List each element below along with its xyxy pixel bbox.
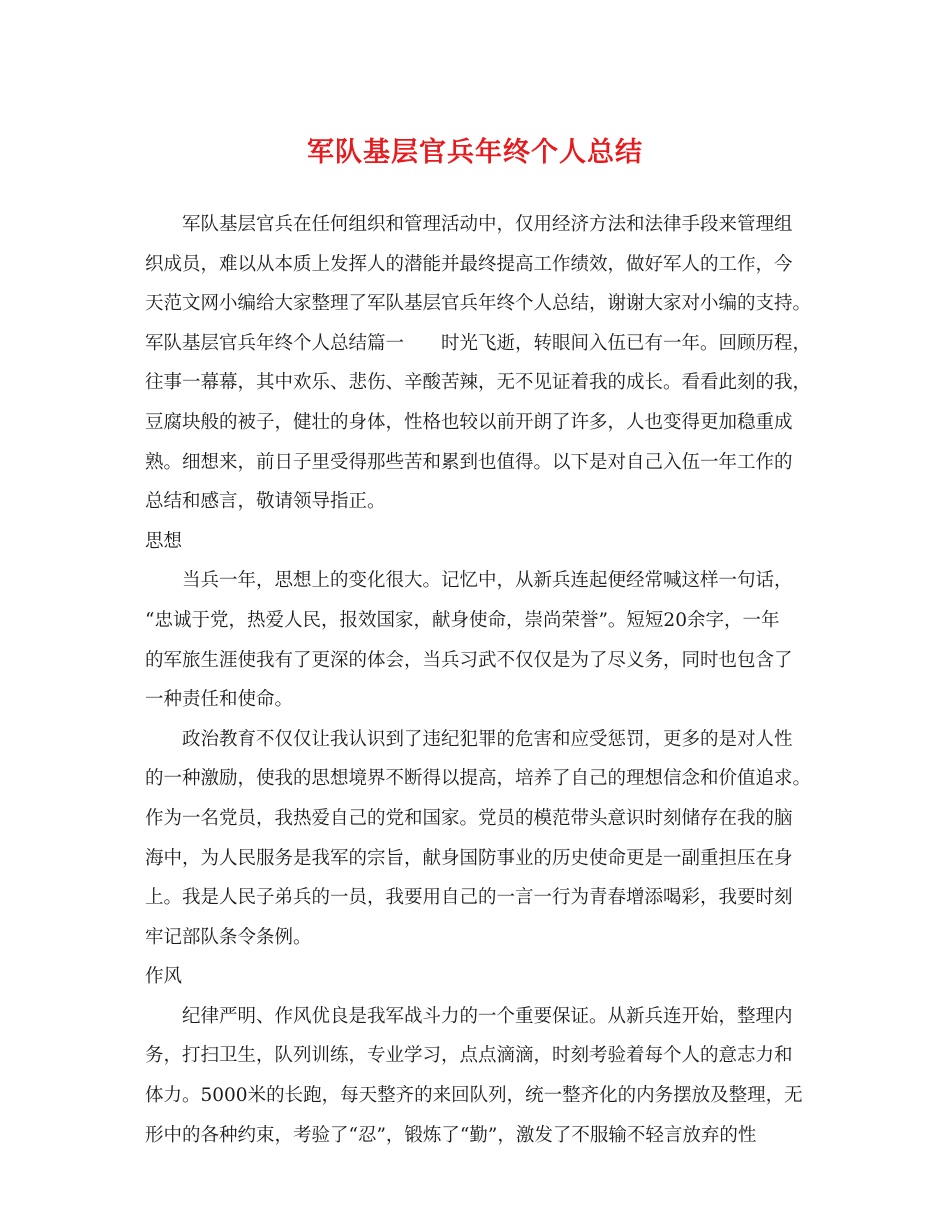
paragraph-intro	[145, 205, 810, 522]
text-line: 形中的各种约束，考验了“忍”，锻炼了“勤”，激发了不服输不轻言放弃的性	[145, 1124, 757, 1146]
text-line: 的一种激励，使我的思想境界不断得以提高，培养了自己的理想信念和价值追求。	[145, 768, 812, 790]
text-line: 政治教育不仅仅让我认识到了违纪犯罪的危害和应受惩罚，更多的是对人性	[182, 728, 793, 750]
section-heading-style: 作风	[145, 966, 183, 988]
text-line: 总结和感言，敬请领导指正。	[145, 491, 386, 513]
document-body	[145, 205, 810, 1155]
document-title: 军队基层官兵年终个人总结	[307, 137, 643, 168]
text-line: 牢记部队条令条例。	[145, 926, 312, 948]
text-line: 的军旅生涯使我有了更深的体会，当兵习武不仅仅是为了尽义务，同时也包含了	[145, 649, 793, 671]
text-line: 纪律严明、作风优良是我军战斗力的一个重要保证。从新兵连开始，整理内	[182, 1005, 793, 1027]
text-line: 天范文网小编给大家整理了军队基层官兵年终个人总结，谢谢大家对小编的支持。	[145, 293, 812, 315]
text-line: “忠诚于党，热爱人民，报效国家，献身使命，崇尚荣誉”。短短20余字，一年	[145, 609, 780, 631]
text-line: 熟。细想来，前日子里受得那些苦和累到也值得。以下是对自己入伍一年工作的	[145, 451, 793, 473]
text-line: 海中，为人民服务是我军的宗旨，献身国防事业的历史使命更是一副重担压在身	[145, 847, 793, 869]
text-line: 上。我是人民子弟兵的一员，我要用自己的一言一行为青春增添喝彩，我要时刻	[145, 887, 793, 909]
text-line: 一种责任和使命。	[145, 689, 294, 711]
paragraph-thought-1	[145, 561, 810, 719]
text-line: 豆腐块般的被子，健壮的身体，性格也较以前开朗了许多，人也变得更加稳重成	[145, 411, 793, 433]
text-line: 军队基层官兵在任何组织和管理活动中，仅用经济方法和法律手段来管理组	[182, 214, 793, 235]
paragraph-style-1	[145, 997, 810, 1155]
text-line: 往事一幕幕，其中欢乐、悲伤、辛酸苦辣，无不见证着我的成长。看看此刻的我，	[145, 372, 812, 394]
text-line: 体力。5000米的长跑，每天整齐的来回队列，统一整齐化的内务摆放及整理，无	[145, 1085, 803, 1107]
text-line: 织成员，难以从本质上发挥人的潜能并最终提高工作绩效，做好军人的工作，今	[145, 253, 793, 275]
text-line: 务，打扫卫生，队列训练，专业学习，点点滴滴，时刻考验着每个人的意志力和	[145, 1045, 793, 1067]
text-line: 当兵一年，思想上的变化很大。记忆中，从新兵连起便经常喊这样一句话，	[182, 570, 793, 592]
text-line: 作为一名党员，我热爱自己的党和国家。党员的模范带头意识时刻储存在我的脑	[145, 807, 793, 829]
paragraph-thought-2	[145, 720, 810, 958]
section-heading-thought: 思想	[145, 530, 183, 552]
text-line: 军队基层官兵年终个人总结篇一 时光飞逝，转眼间入伍已有一年。回顾历程，	[145, 332, 812, 354]
